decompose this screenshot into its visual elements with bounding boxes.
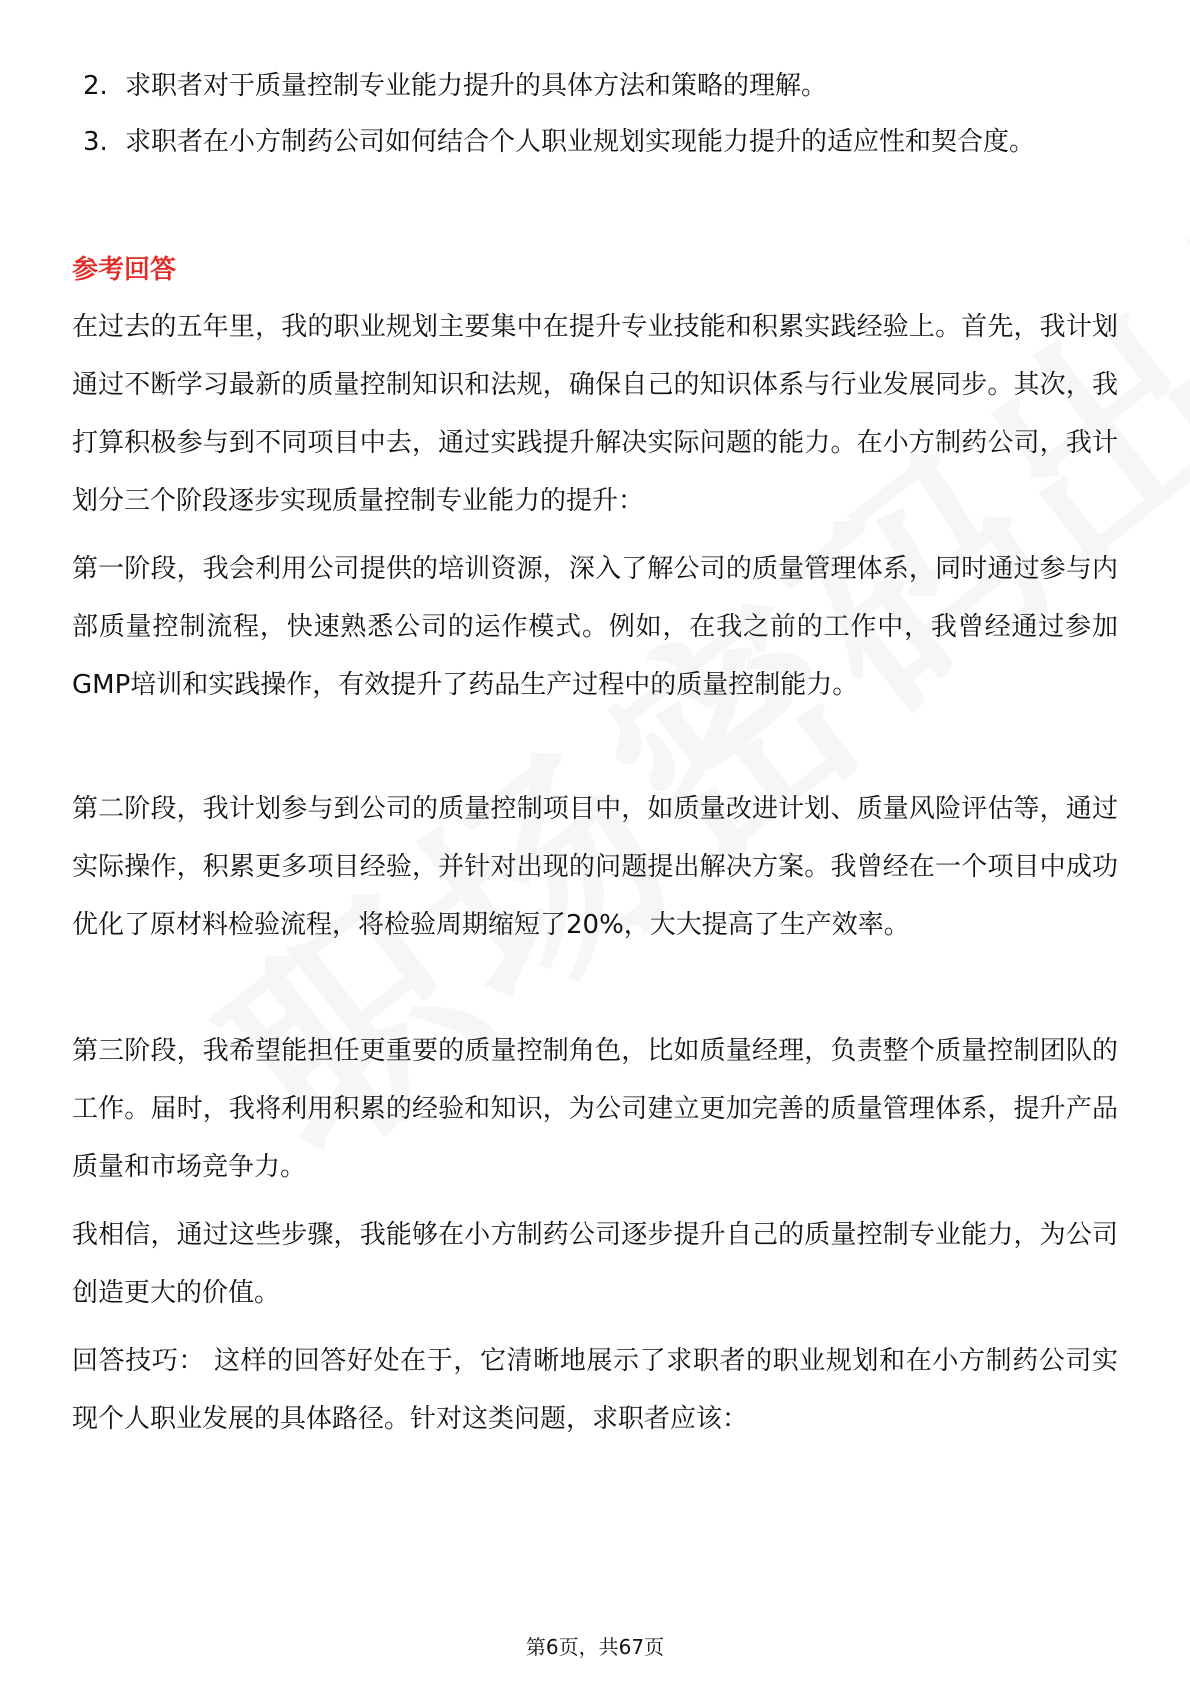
paragraph-stage-two: 第二阶段，我计划参与到公司的质量控制项目中，如质量改进计划、质量风险评估等，通过实际操作，积累更多项目经验，并针对出现的问题提出解决方案。我曾经在一个项目中成功优化了原材料检验流程，将检验周期缩短了20%，大大提高了生产效率。 — [72, 794, 1118, 940]
section-title: 参考回答 — [72, 255, 177, 285]
list-item — [83, 114, 1113, 170]
numbered-list — [83, 58, 1113, 170]
paragraph-answer-tips: 回答技巧： 这样的回答好处在于，它清晰地展示了求职者的职业规划和在小方制药公司实现个人职业发展的具体路径。针对这类问题，求职者应该： — [72, 1346, 1118, 1434]
page-number: 第6页，共67页 — [525, 1635, 665, 1659]
paragraph-intro: 在过去的五年里，我的职业规划主要集中在提升专业技能和积累实践经验上。首先，我计划通过不断学习最新的质量控制知识和法规，确保自己的知识体系与行业发展同步。其次，我打算积极参与到不同项目中去，通过实践提升解决实际问题的能力。在小方制药公司，我计划分三个阶段逐步实现质量控制专业能力的提升： — [72, 312, 1118, 516]
list-item-text: 求职者对于质量控制专业能力提升的具体方法和策略的理解。 — [125, 71, 828, 101]
list-item — [83, 58, 1113, 114]
paragraph-stage-one: 第一阶段，我会利用公司提供的培训资源，深入了解公司的质量管理体系，同时通过参与内部质量控制流程，快速熟悉公司的运作模式。例如，在我之前的工作中，我曾经通过参加GMP培训和实践操作，有效提升了药品生产过程中的质量控制能力。 — [72, 554, 1118, 700]
list-item-number: 2. — [83, 71, 108, 101]
list-item-text: 求职者在小方制药公司如何结合个人职业规划实现能力提升的适应性和契合度。 — [125, 127, 1036, 157]
list-item-number: 3. — [83, 127, 108, 157]
paragraph-conclusion: 我相信，通过这些步骤，我能够在小方制药公司逐步提升自己的质量控制专业能力，为公司创造更大的价值。 — [72, 1220, 1118, 1308]
paragraph-stage-three: 第三阶段，我希望能担任更重要的质量控制角色，比如质量经理，负责整个质量控制团队的工作。届时，我将利用积累的经验和知识，为公司建立更加完善的质量管理体系，提升产品质量和市场竞争力。 — [72, 1036, 1118, 1182]
